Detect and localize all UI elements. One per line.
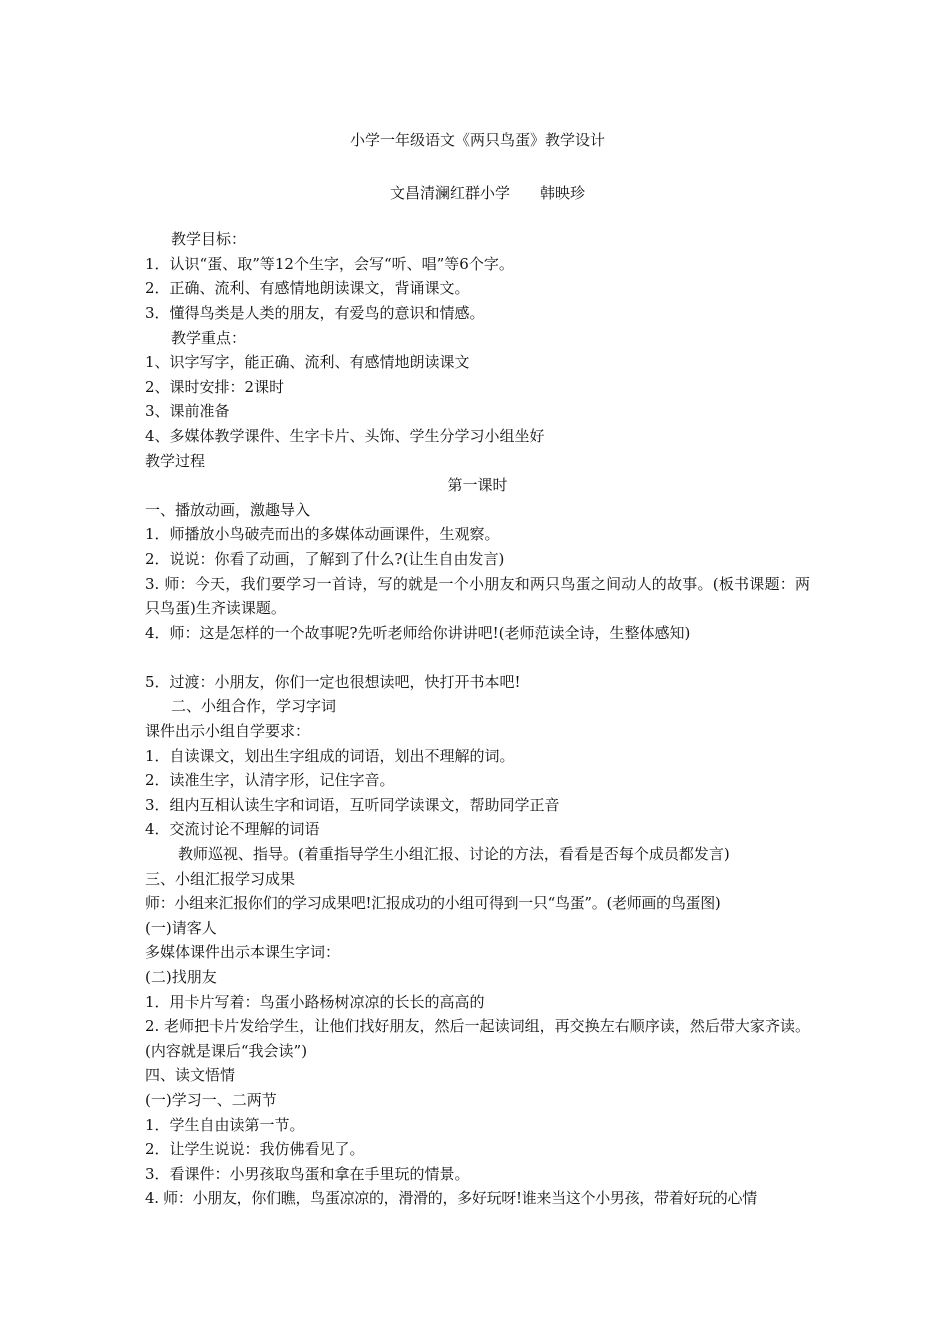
paragraph: 2．让学生说说：我仿佛看见了。 — [145, 1140, 365, 1159]
paragraph: 4. 师：小朋友，你们瞧，鸟蛋凉凉的，滑滑的，多好玩呀!谁来当这个小男孩，带着好玩的心情 — [145, 1189, 757, 1208]
section-heading-process: 教学过程 — [145, 451, 206, 470]
paragraph: 多媒体课件出示本课生字词： — [145, 943, 341, 962]
paragraph: 4．师：这是怎样的一个故事呢?先听老师给你讲讲吧!(老师范读全诗，生整体感知) — [145, 623, 691, 642]
document-title: 小学一年级语文《两只鸟蛋》教学设计 — [349, 131, 605, 149]
paragraph: 4．交流讨论不理解的词语 — [145, 820, 320, 839]
step-heading: 一、播放动画，激趣导入 — [145, 500, 311, 519]
paragraph: 3. 师：今天，我们要学习一首诗，写的就是一个小朋友和两只鸟蛋之间动人的故事。(板书课题：两只鸟蛋)生齐读课题。 — [145, 574, 810, 618]
paragraph: 2. 老师把卡片发给学生，让他们找好朋友，然后一起读词组，再交换左右顺序读，然后带大家齐读。(内容就是课后“我会读”) — [145, 1017, 810, 1060]
step-heading: 三、小组汇报学习成果 — [145, 869, 296, 888]
blank-line — [145, 645, 810, 670]
goal-item: 3．懂得鸟类是人类的朋友，有爱鸟的意识和情感。 — [145, 303, 485, 322]
paragraph: 5．过渡：小朋友，你们一定也很想读吧，快打开书本吧! — [145, 672, 521, 691]
subsection-heading: (二)找朋友 — [145, 968, 217, 986]
paragraph: 2．读准生字，认清字形，记住字音。 — [145, 771, 395, 790]
author-line: 文昌清澜红群小学 韩映珍 — [389, 183, 585, 202]
paragraph: 3．组内互相认读生字和词语，互听同学读课文，帮助同学正音 — [145, 795, 560, 814]
subsection-heading: (一)学习一、二两节 — [145, 1090, 277, 1109]
step-heading: 四、读文悟情 — [145, 1066, 236, 1085]
paragraph: 1．师播放小鸟破壳而出的多媒体动画课件，生观察。 — [145, 525, 500, 544]
paragraph: 3．看课件：小男孩取鸟蛋和拿在手里玩的情景。 — [145, 1164, 470, 1183]
paragraph: 1．用卡片写着：鸟蛋小路杨树凉凉的长长的高高的 — [145, 992, 485, 1011]
paragraph: 2．说说：你看了动画，了解到了什么?(让生自由发言) — [145, 549, 505, 568]
focus-item: 4、多媒体教学课件、生字卡片、头饰、学生分学习小组坐好 — [145, 426, 545, 445]
goal-item: 1．认识“蛋、取”等12个生字，会写“听、唱”等6个字。 — [145, 254, 514, 273]
goal-item: 2．正确、流利、有感情地朗读课文，背诵课文。 — [145, 279, 470, 298]
document-body — [145, 128, 810, 1211]
focus-item: 3、课前准备 — [145, 402, 230, 421]
paragraph: 1．学生自由读第一节。 — [145, 1115, 305, 1134]
focus-item: 1、识字写字，能正确、流利、有感情地朗读课文 — [145, 353, 470, 372]
paragraph: 课件出示小组自学要求： — [145, 722, 311, 741]
section-heading-focus: 教学重点： — [171, 328, 247, 347]
focus-item: 2、课时安排：2课时 — [145, 377, 285, 396]
paragraph: 师：小组来汇报你们的学习成果吧!汇报成功的小组可得到一只“鸟蛋”。(老师画的鸟蛋图) — [145, 894, 721, 913]
subsection-heading: (一)请客人 — [145, 918, 217, 937]
step-heading: 二、小组合作，学习字词 — [171, 697, 337, 716]
paragraph: 教师巡视、指导。(着重指导学生小组汇报、讨论的方法，看看是否每个成员都发言) — [178, 845, 730, 864]
lesson-heading: 第一课时 — [447, 476, 508, 495]
section-heading-goals: 教学目标： — [171, 230, 247, 249]
paragraph: 1．自读课文，划出生字组成的词语，划出不理解的词。 — [145, 746, 515, 765]
